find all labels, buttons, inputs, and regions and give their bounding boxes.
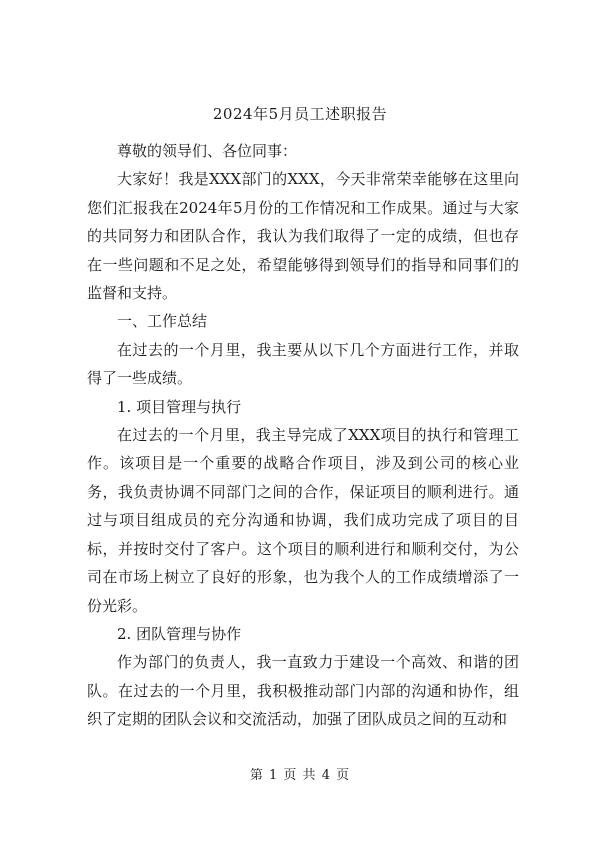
work-summary-paragraph: 在过去的一个月里，我主要从以下几个方面进行工作，并取得了一些成绩。 — [87, 340, 519, 388]
document-body — [87, 137, 519, 734]
document-title: 2024年5月员工述职报告 — [212, 105, 388, 123]
salutation: 尊敬的领导们、各位同事： — [117, 142, 298, 160]
section-heading-work-summary: 一、工作总结 — [117, 312, 208, 331]
subheading-project-management: 1. 项目管理与执行 — [117, 397, 242, 416]
intro-paragraph: 大家好！我是XXX部门的XXX，今天非常荣幸能够在这里向您们汇报我在2024年5月份的工作情况和工作成果。通过与大家的共同努力和团队合作，我认为我们取得了一定的成绩，但也存在一些问题和不足之处，希望能够得到领导们的指导和同事们的监督和支持。 — [87, 170, 519, 303]
team-management-paragraph: 作为部门的负责人，我一直致力于建设一个高效、和谐的团队。在过去的一个月里，我积极推动部门内部的沟通和协作，组织了定期的团队会议和交流活动，加强了团队成员之间的互动和 — [87, 653, 519, 729]
subheading-team-management: 2. 团队管理与协作 — [117, 624, 242, 643]
page-footer: 第 1 页 共 4 页 — [249, 768, 351, 783]
project-management-paragraph: 在过去的一个月里，我主导完成了XXX项目的执行和管理工作。该项目是一个重要的战略合作项目，涉及到公司的核心业务，我负责协调不同部门之间的合作，保证项目的顺利进行。通过与项目组成员的充分沟通和协调，我们成功完成了项目的目标，并按时交付了客户。这个项目的顺利进行和顺利交付，为公司在市场上树立了良好的形象，也为我个人的工作成绩增添了一份光彩。 — [87, 426, 519, 615]
